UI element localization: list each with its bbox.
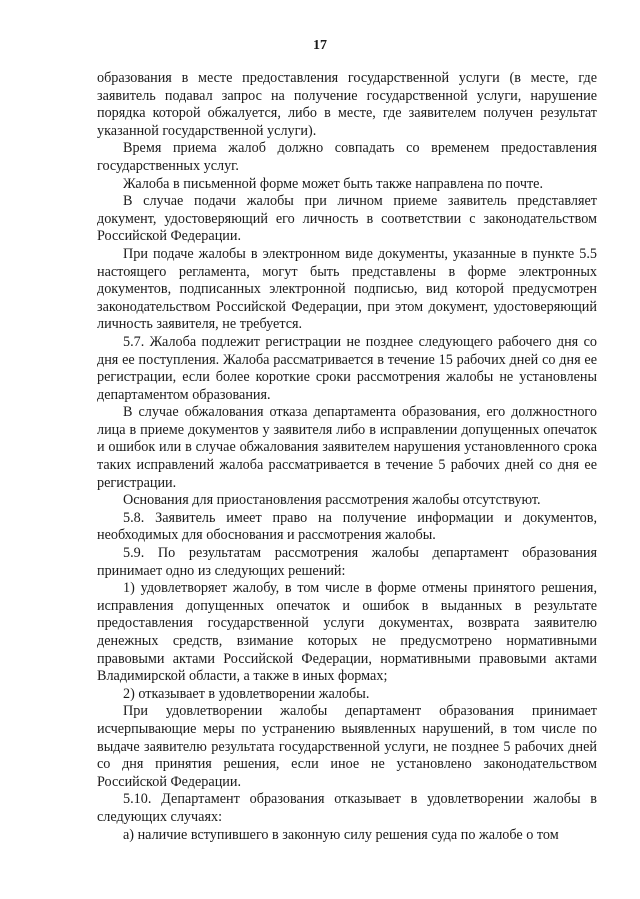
paragraph-section-5-8: 5.8. Заявитель имеет право на получение информации и документов, необходимых для обоснования и рассмотрения жалобы. [97,509,597,544]
paragraph-no-suspension: Основания для приостановления рассмотрения жалобы отсутствуют. [123,492,541,509]
paragraph-personal-submission: В случае подачи жалобы при личном приеме заявитель представляет документ, удостоверяющий его личность в соответствии с законодательством Российской Федерации. [97,193,597,245]
paragraph-mail-submission: Жалоба в письменной форме может быть также направлена по почте. [123,175,544,192]
paragraph-section-5-10: 5.10. Департамент образования отказывает в удовлетворении жалобы в следующих случаях: [97,791,597,825]
paragraph-section-5-9: 5.9. По результатам рассмотрения жалобы департамент образования принимает одно из следующих решений: [97,545,597,579]
paragraph-decision-satisfy: 1) удовлетворяет жалобу, в том числе в форме отмены принятого решения, исправления допущенных опечаток и ошибок в выданных в результате предоставления государственной услуги документах, возврата заявителю денежных средств, взимание которых не предусмотрено нормативными правовыми актами Российской Федерации, нормативными правовыми актами Владимирской области, а также в иных формах; [97,580,597,685]
paragraph-refusal-case-a: а) наличие вступившего в законную силу решения суда по жалобе о том [123,826,559,843]
paragraph-refusal-appeal: В случае обжалования отказа департамента образования, его должностного лица в приеме документов у заявителя либо в исправлении допущенных опечаток и ошибок или в случае обжалования заявителем нарушения установленного срока таких исправлений жалоба рассматривается в течение 5 рабочих дней со дня ее регистрации. [97,404,597,491]
paragraph-decision-refuse: 2) отказывает в удовлетворении жалобы. [123,685,370,702]
page-number: 17 [313,38,327,53]
paragraph-continuation: образования в месте предоставления государственной услуги (в месте, где заявитель подавал запрос на получение государственной услуги, нарушение порядка которой обжалуется, либо в месте, где заявителем получен результат указанной государственной услуги). [97,70,597,139]
document-body [97,70,597,844]
paragraph-reception-time: Время приема жалоб должно совпадать со временем предоставления государственных услуг. [97,140,597,174]
paragraph-electronic-submission: При подаче жалобы в электронном виде документы, указанные в пункте 5.5 настоящего регламента, могут быть представлены в форме электронных документов, подписанных электронной подписью, вид которой предусмотрен законодательством Российской Федерации, при этом документ, удостоверяющий личность заявителя, не требуется. [97,245,597,333]
paragraph-remedy-measures: При удовлетворении жалобы департамент образования принимает исчерпывающие меры по устранению выявленных нарушений, в том числе по выдаче заявителю результата государственной услуги, не позднее 5 рабочих дней со дня принятия решения, если иное не установлено законодательством Российской Федерации. [97,703,597,790]
paragraph-section-5-7: 5.7. Жалоба подлежит регистрации не позднее следующего рабочего дня со дня ее поступления. Жалоба рассматривается в течение 15 рабочих дней со дня ее регистрации, если более короткие сроки рассмотрения жалобы не установлены департаментом образования. [97,333,597,403]
